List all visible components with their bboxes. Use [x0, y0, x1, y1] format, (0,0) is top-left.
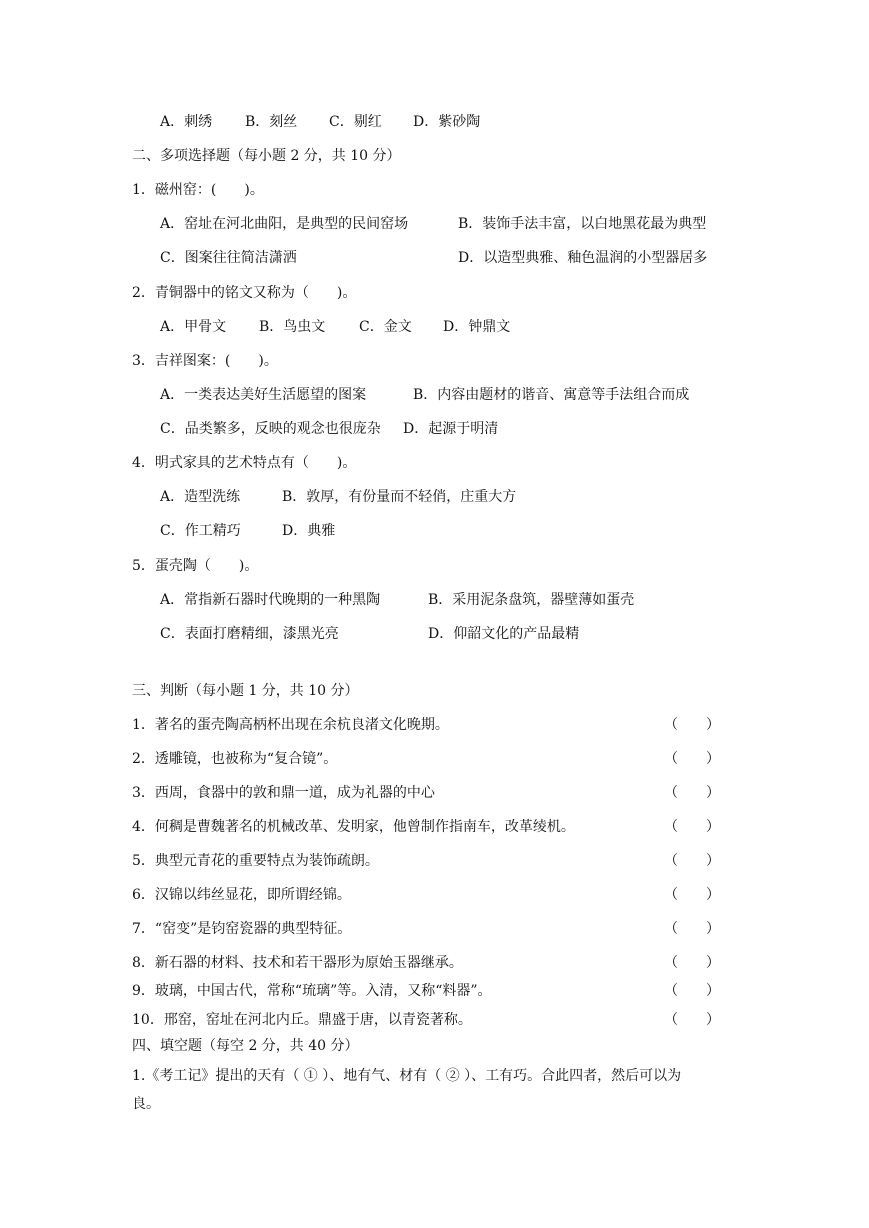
answer-blank: （ ）: [664, 955, 720, 971]
answer-blank: （ ）: [664, 785, 720, 801]
judgment-item: 2．透雕镜，也被称为“复合镜”。: [132, 751, 338, 767]
judgment-item: 1．著名的蛋壳陶高柄杯出现在余杭良渚文化晚期。: [132, 717, 449, 733]
question-stem: 2．青铜器中的铭文又称为（ )。: [132, 285, 357, 301]
option-text: D．钟鼎文: [443, 319, 511, 335]
option-text: A．甲骨文: [160, 319, 227, 335]
answer-blank: （ ）: [664, 887, 720, 903]
judgment-item: 8．新石器的材料、技术和若干器形为原始玉器继承。: [132, 955, 463, 971]
option-text: C．剔红: [329, 114, 382, 130]
judgment-item: 9．玻璃，中国古代，常称“琉璃”等。入清，又称“料器”。: [132, 983, 492, 999]
judgment-item: 6．汉锦以纬丝显花，即所谓经锦。: [132, 887, 351, 903]
judgment-item: 5．典型元青花的重要特点为装饰疏朗。: [132, 853, 379, 869]
question-stem: 3．吉祥图案：( )。: [132, 353, 278, 369]
answer-blank: （ ）: [664, 819, 720, 835]
option-text: D．以造型典雅、釉色温润的小型器居多: [458, 250, 708, 266]
option-text: A．造型洗练: [160, 489, 241, 505]
fill-blank-question: 1.《考工记》提出的天有（ ① ）、地有气、材有（ ② ）、工有巧。合此四者，然后可以为: [132, 1068, 682, 1084]
question-stem: 4．明式家具的艺术特点有（ )。: [132, 455, 357, 471]
answer-blank: （ ）: [664, 1012, 720, 1028]
option-text: B．采用泥条盘筑，器壁薄如蛋壳: [428, 592, 635, 608]
option-text: C．表面打磨精细，漆黑光亮: [160, 626, 339, 642]
answer-blank: （ ）: [664, 983, 720, 999]
question-stem: 1．磁州窑：( )。: [132, 182, 264, 198]
option-text: A．常指新石器时代晚期的一种黑陶: [160, 592, 381, 608]
option-text: D．紫砂陶: [413, 114, 481, 130]
answer-blank: （ ）: [664, 717, 720, 733]
option-text: A．窑址在河北曲阳，是典型的民间窑场: [160, 216, 409, 232]
option-text: D．起源于明清: [403, 421, 499, 437]
answer-blank: （ ）: [664, 853, 720, 869]
option-text: B．装饰手法丰富，以白地黑花最为典型: [458, 216, 707, 232]
judgment-item: 3．西周，食器中的敦和鼎一道，成为礼器的中心: [132, 785, 435, 801]
option-text: B．刻丝: [245, 114, 298, 130]
option-text: D．仰韶文化的产品最精: [428, 626, 580, 642]
section-header: 三、判断（每小题 1 分，共 10 分）: [132, 683, 359, 699]
answer-blank: （ ）: [664, 751, 720, 767]
option-text: C．金文: [359, 319, 412, 335]
fill-blank-question-cont: 良。: [132, 1096, 160, 1112]
option-text: A．刺绣: [160, 114, 213, 130]
section-header: 四、填空题（每空 2 分，共 40 分）: [132, 1038, 359, 1054]
option-text: C．作工精巧: [160, 523, 241, 539]
option-text: B．敦厚，有份量而不轻俏，庄重大方: [282, 489, 517, 505]
option-text: C．品类繁多，反映的观念也很庞杂: [160, 421, 381, 437]
option-text: B．鸟虫文: [259, 319, 326, 335]
answer-blank: （ ）: [664, 921, 720, 937]
question-stem: 5．蛋壳陶（ )。: [132, 558, 259, 574]
option-text: C．图案往往简洁潇洒: [160, 250, 297, 266]
judgment-item: 4．何稠是曹魏著名的机械改革、发明家，他曾制作指南车，改革绫机。: [132, 819, 575, 835]
option-text: B．内容由题材的谐音、寓意等手法组合而成: [413, 387, 690, 403]
judgment-item: 7．“窑变”是钧窑瓷器的典型特征。: [132, 921, 352, 937]
option-text: A．一类表达美好生活愿望的图案: [160, 387, 367, 403]
option-text: D．典雅: [282, 523, 336, 539]
section-header: 二、多项选择题（每小题 2 分，共 10 分）: [132, 148, 401, 164]
judgment-item: 10．邢窑，窑址在河北内丘。鼎盛于唐，以青瓷著称。: [132, 1012, 472, 1028]
